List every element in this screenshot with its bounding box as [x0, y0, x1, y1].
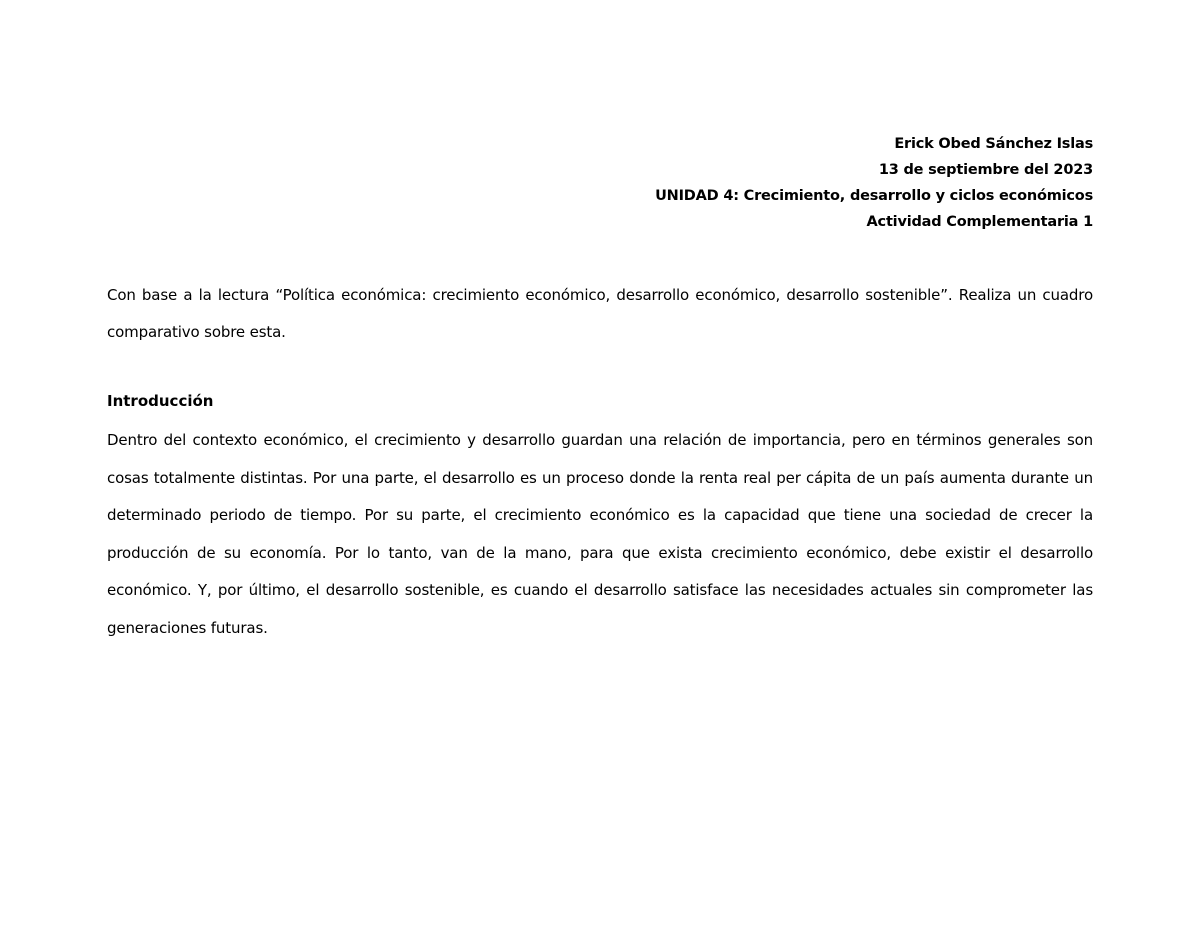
document-header: [655, 131, 1093, 235]
assignment-prompt: [107, 277, 1093, 351]
introduction-section: [107, 422, 1093, 647]
unit-title: UNIDAD 4: Crecimiento, desarrollo y ciclos económicos: [655, 188, 1093, 204]
author-name: Erick Obed Sánchez Islas: [894, 136, 1093, 152]
introduction-paragraph: Dentro del contexto económico, el crecimiento y desarrollo guardan una relación de importancia, pero en términos generales son cosas totalmente distintas. Por una parte, el desarrollo es un proceso donde la renta real per cápita de un país aumenta durante un determinado periodo de tiempo. Por su parte, el crecimiento económico es la capacidad que tiene una sociedad de crecer la producción de su economía. Por lo tanto, van de la mano, para que exista crecimiento económico, debe existir el desarrollo económico. Y, por último, el desarrollo sostenible, es cuando el desarrollo satisface las necesidades actuales sin comprometer las generaciones futuras.: [107, 431, 1093, 637]
document-date: 13 de septiembre del 2023: [878, 162, 1093, 178]
introduction-heading: Introducción: [107, 392, 214, 410]
prompt-text: Con base a la lectura “Política económica: crecimiento económico, desarrollo económico, desarrollo sostenible”. Realiza un cuadro comparativo sobre esta.: [107, 286, 1093, 341]
activity-title: Actividad Complementaria 1: [866, 214, 1093, 230]
